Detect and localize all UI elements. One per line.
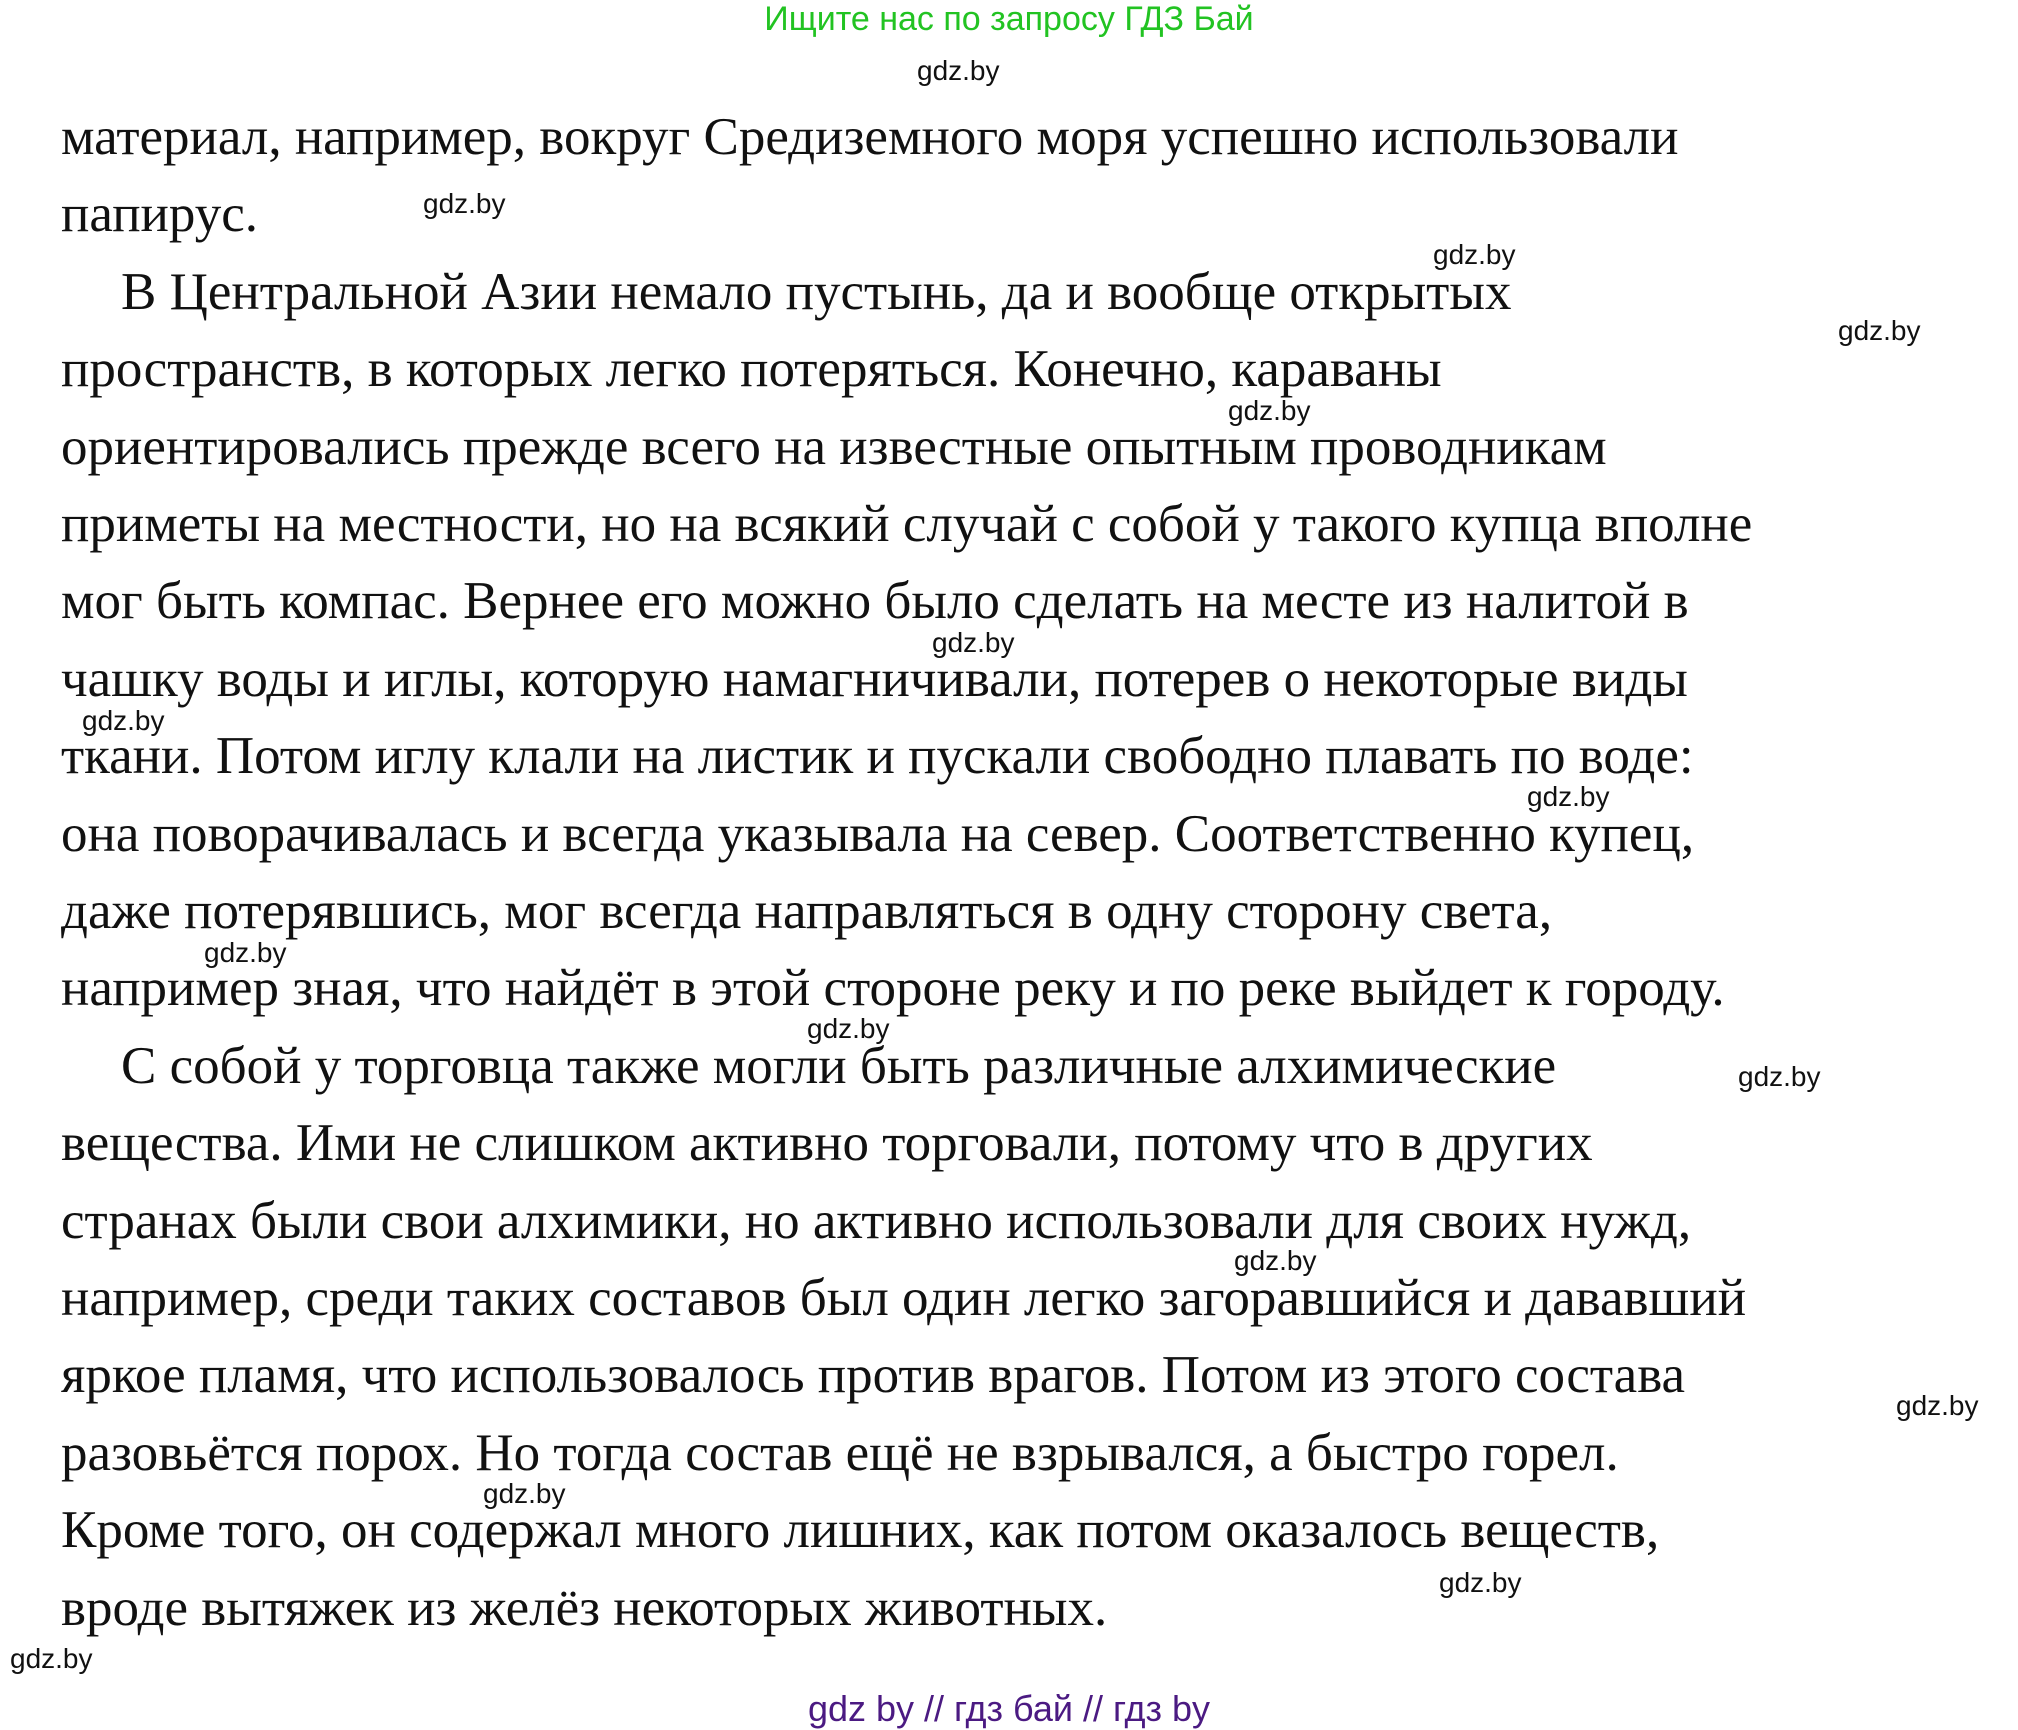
text-line: В Центральной Азии немало пустынь, да и вообще открытых xyxy=(121,263,1512,321)
text-line: например, среди таких составов был один легко загоравшийся и дававший xyxy=(61,1269,1747,1327)
watermark: gdz.by xyxy=(932,627,1015,658)
text-line: она поворачивалась и всегда указывала на север. Соответственно купец, xyxy=(61,805,1695,863)
text-line: например зная, что найдёт в этой стороне реку и по реке выйдет к городу. xyxy=(61,959,1725,1017)
watermark: gdz.by xyxy=(483,1478,566,1509)
text-line: чашку воды и иглы, которую намагничивали, потерев о некоторые виды xyxy=(61,650,1688,708)
text-line: яркое пламя, что использовалось против врагов. Потом из этого состава xyxy=(61,1346,1686,1404)
watermark: gdz.by xyxy=(807,1013,890,1044)
watermark: gdz.by xyxy=(10,1643,93,1674)
watermark: gdz.by xyxy=(1234,1245,1317,1276)
watermark: gdz.by xyxy=(423,188,506,219)
watermark: gdz.by xyxy=(1433,239,1516,270)
promo-header[interactable]: Ищите нас по запросу ГДЗ Бай xyxy=(764,0,1254,38)
text-line: С собой у торговца также могли быть различные алхимические xyxy=(121,1037,1557,1095)
text-line: даже потерявшись, мог всегда направляться в одну сторону света, xyxy=(61,882,1553,940)
text-line: материал, например, вокруг Средиземного моря успешно использовали xyxy=(61,108,1679,166)
text-line: мог быть компас. Вернее его можно было сделать на месте из налитой в xyxy=(61,572,1689,630)
watermark: gdz.by xyxy=(204,937,287,968)
watermark: gdz.by xyxy=(1738,1061,1821,1092)
text-line: приметы на местности, но на всякий случай с собой у такого купца вполне xyxy=(61,495,1753,553)
footer-links[interactable]: gdz by // гдз бай // гдз by xyxy=(807,1688,1211,1729)
watermark: gdz.by xyxy=(1228,395,1311,426)
watermark: gdz.by xyxy=(1439,1567,1522,1598)
watermark: gdz.by xyxy=(917,55,1000,86)
text-line: вроде вытяжек из желёз некоторых животных. xyxy=(61,1579,1108,1637)
watermark: gdz.by xyxy=(82,705,165,736)
text-line: ткани. Потом иглу клали на листик и пускали свободно плавать по воде: xyxy=(61,727,1694,785)
text-line: папирус. xyxy=(61,185,258,243)
text-line: разовьётся порох. Но тогда состав ещё не взрывался, а быстро горел. xyxy=(61,1424,1619,1482)
text-line: пространств, в которых легко потеряться. Конечно, караваны xyxy=(61,340,1442,398)
text-line: странах были свои алхимики, но активно использовали для своих нужд, xyxy=(61,1192,1692,1250)
watermark: gdz.by xyxy=(1838,315,1921,346)
text-line: вещества. Ими не слишком активно торговали, потому что в других xyxy=(61,1114,1593,1172)
watermark: gdz.by xyxy=(1527,781,1610,812)
watermark: gdz.by xyxy=(1896,1390,1979,1421)
text-line: Кроме того, он содержал много лишних, как потом оказалось веществ, xyxy=(61,1501,1660,1559)
text-line: ориентировались прежде всего на известные опытным проводникам xyxy=(61,418,1607,476)
